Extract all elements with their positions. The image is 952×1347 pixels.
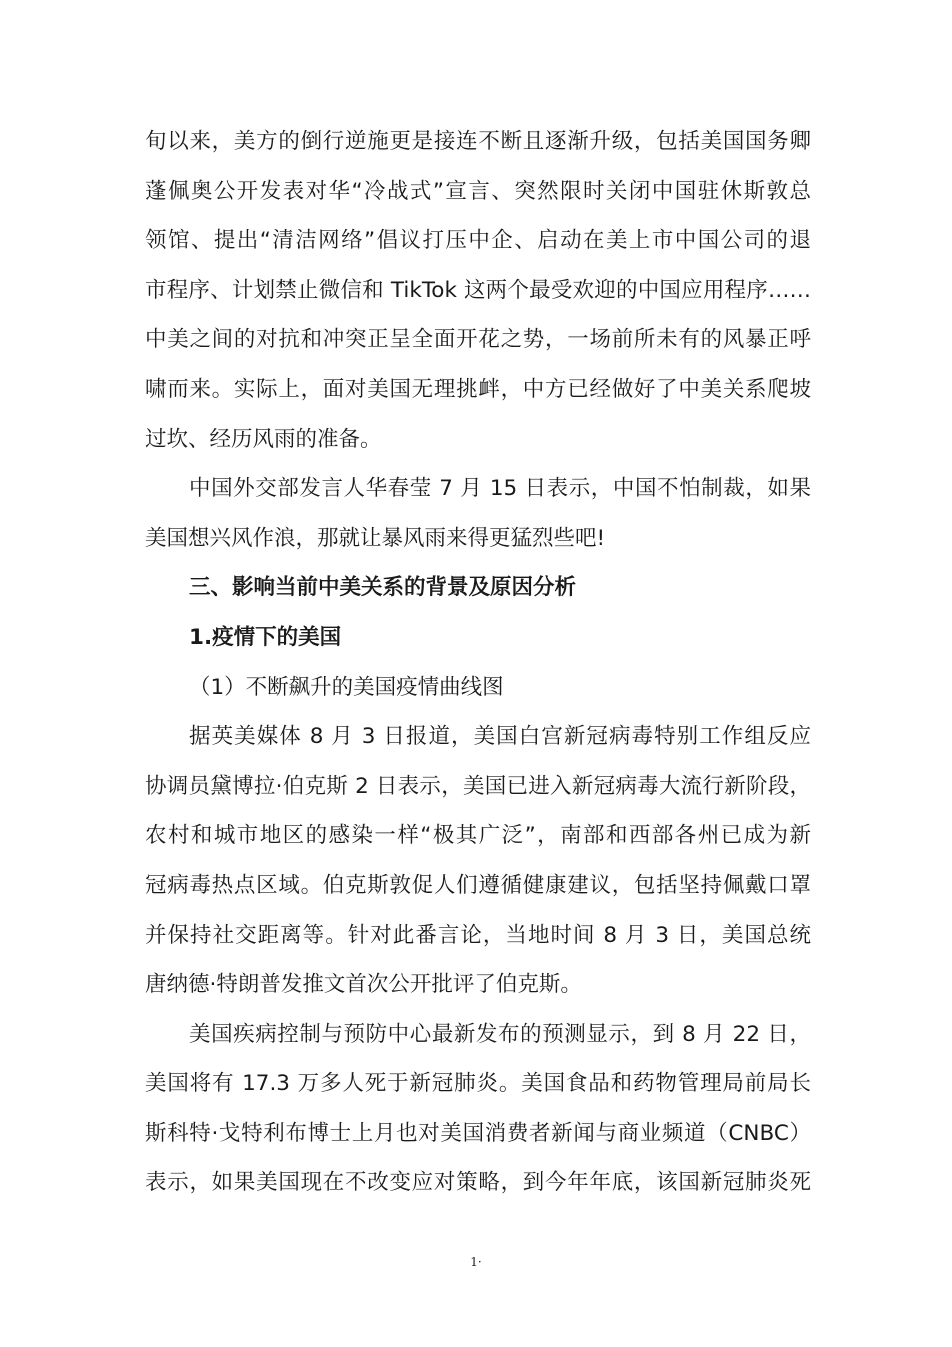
paragraph-line: 啸而来。实际上，面对美国无理挑衅，中方已经做好了中美关系爬坡 bbox=[145, 376, 811, 402]
page-number: 1· bbox=[470, 1255, 482, 1269]
paragraph-line: 蓬佩奥公开发表对华“冷战式”宣言、突然限时关闭中国驻休斯敦总 bbox=[145, 178, 811, 204]
section-heading: 三、影响当前中美关系的背景及原因分析 bbox=[189, 575, 577, 601]
paragraph-line: 美国想兴风作浪，那就让暴风雨来得更猛烈些吧! bbox=[145, 525, 606, 551]
page-body bbox=[145, 117, 811, 1208]
paragraph-line: 并保持社交距离等。针对此番言论，当地时间 8 月 3 日，美国总统 bbox=[145, 922, 811, 948]
paragraph-line: 协调员黛博拉·伯克斯 2 日表示，美国已进入新冠病毒大流行新阶段， bbox=[145, 773, 811, 799]
paragraph-line: 旬以来，美方的倒行逆施更是接连不断且逐渐升级，包括美国国务卿 bbox=[145, 129, 811, 154]
paragraph-line: 唐纳德·特朗普发推文首次公开批评了伯克斯。 bbox=[145, 972, 582, 998]
paragraph-line: 农村和城市地区的感染一样“极其广泛”，南部和西部各州已成为新 bbox=[145, 823, 811, 849]
paragraph-line: 领馆、提出“清洁网络”倡议打压中企、启动在美上市中国公司的退 bbox=[145, 228, 811, 254]
paragraph-line: 美国疾病控制与预防中心最新发布的预测显示，到 8 月 22 日， bbox=[189, 1021, 811, 1047]
subsection-heading: 1.疫情下的美国 bbox=[189, 624, 342, 650]
paragraph-line: 冠病毒热点区域。伯克斯敦促人们遵循健康建议，包括坚持佩戴口罩 bbox=[145, 872, 811, 898]
sub-subsection-heading: （1）不断飙升的美国疫情曲线图 bbox=[189, 674, 504, 700]
paragraph-line: 斯科特·戈特利布博士上月也对美国消费者新闻与商业频道（CNBC） bbox=[145, 1120, 811, 1146]
paragraph-line: 中国外交部发言人华春莹 7 月 15 日表示，中国不怕制裁，如果 bbox=[189, 476, 811, 502]
paragraph-line: 过坎、经历风雨的准备。 bbox=[145, 426, 382, 452]
paragraph-line: 据英美媒体 8 月 3 日报道，美国白宫新冠病毒特别工作组反应 bbox=[189, 724, 811, 750]
paragraph-line: 表示，如果美国现在不改变应对策略，到今年年底，该国新冠肺炎死 bbox=[145, 1170, 811, 1196]
paragraph-line: 中美之间的对抗和冲突正呈全面开花之势，一场前所未有的风暴正呼 bbox=[145, 327, 811, 353]
paragraph-line: 市程序、计划禁止微信和 TikTok 这两个最受欢迎的中国应用程序…… bbox=[145, 277, 811, 303]
paragraph-line: 美国将有 17.3 万多人死于新冠肺炎。美国食品和药物管理局前局长 bbox=[145, 1071, 811, 1097]
